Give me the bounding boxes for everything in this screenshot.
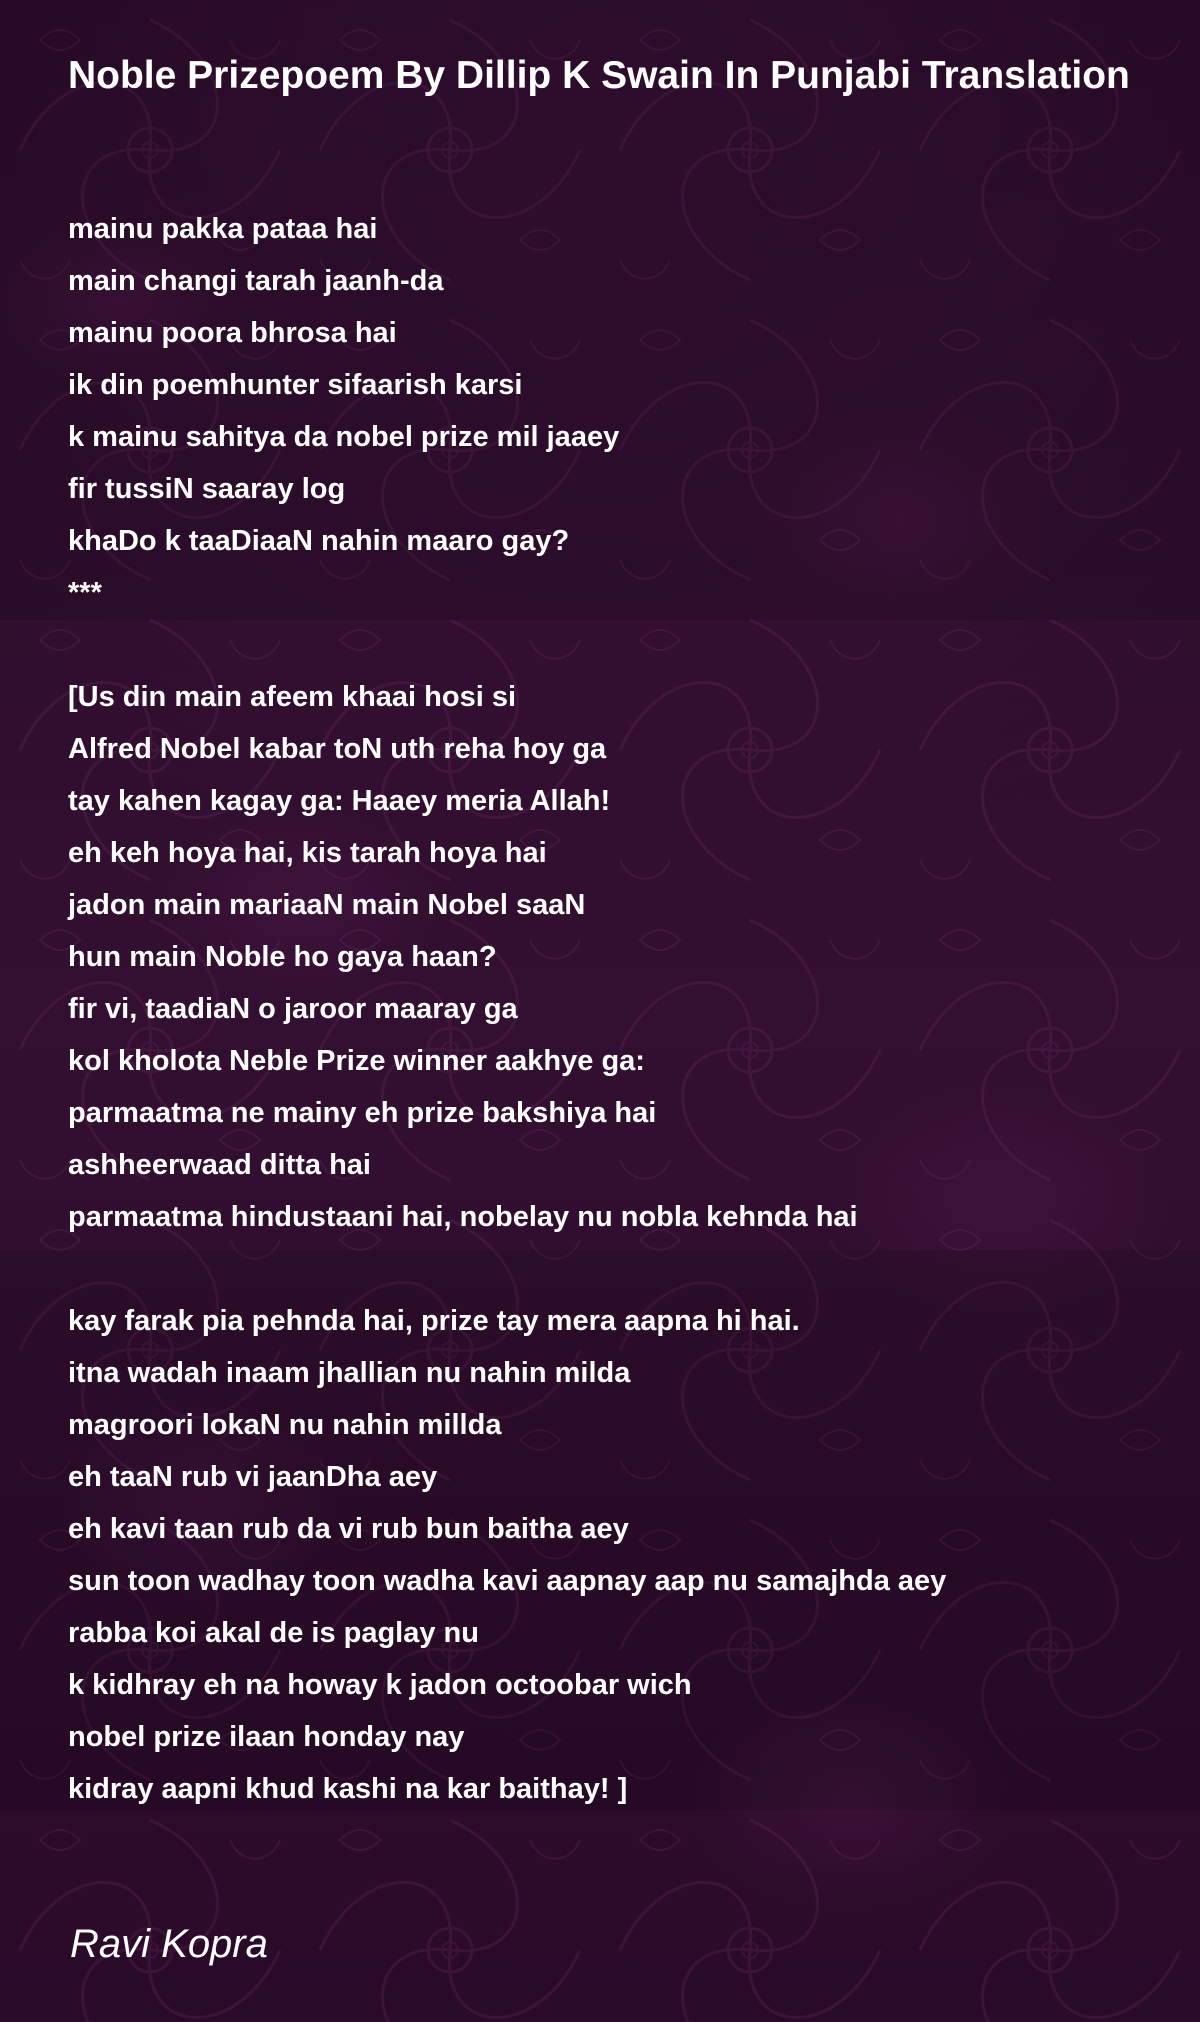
poem-line: k mainu sahitya da nobel prize mil jaaey xyxy=(68,421,620,453)
poem-title: Noble Prizepoem By Dillip K Swain In Punjabi Translation xyxy=(68,54,1130,97)
poem-line: nobel prize ilaan honday nay xyxy=(68,1721,465,1753)
poem-line: ik din poemhunter sifaarish karsi xyxy=(68,369,523,401)
poem-line: mainu pakka pataa hai xyxy=(68,213,378,245)
poem-line: *** xyxy=(68,577,102,609)
poem-line: khaDo k taaDiaaN nahin maaro gay? xyxy=(68,525,570,557)
poem-line: jadon main mariaaN main Nobel saaN xyxy=(68,889,586,921)
poem-line: eh keh hoya hai, kis tarah hoya hai xyxy=(68,837,547,869)
poem-line: magroori lokaN nu nahin millda xyxy=(68,1409,502,1441)
poem-blank-line xyxy=(68,619,1168,671)
poem-line: itna wadah inaam jhallian nu nahin milda xyxy=(68,1357,631,1389)
poem-body xyxy=(68,203,1168,1815)
poem-line: [Us din main afeem khaai hosi si xyxy=(68,681,517,713)
poem-line: parmaatma hindustaani hai, nobelay nu nobla kehnda hai xyxy=(68,1201,858,1233)
poem-line: eh kavi taan rub da vi rub bun baitha aey xyxy=(68,1513,629,1545)
poem-line: eh taaN rub vi jaanDha aey xyxy=(68,1461,438,1493)
poem-line: parmaatma ne mainy eh prize bakshiya hai xyxy=(68,1097,657,1129)
poem-line: mainu poora bhrosa hai xyxy=(68,317,397,349)
poem-line: fir vi, taadiaN o jaroor maaray ga xyxy=(68,993,518,1025)
poem-line: hun main Noble ho gaya haan? xyxy=(68,941,497,973)
poem-line: kol kholota Neble Prize winner aakhye ga: xyxy=(68,1045,645,1077)
poem-line: rabba koi akal de is paglay nu xyxy=(68,1617,479,1649)
poem-line: kay farak pia pehnda hai, prize tay mera aapna hi hai. xyxy=(68,1305,800,1337)
author-name: Ravi Kopra xyxy=(70,1922,268,1966)
poem-line: main changi tarah jaanh-da xyxy=(68,265,444,297)
poem-line: Alfred Nobel kabar toN uth reha hoy ga xyxy=(68,733,607,765)
poem-line: tay kahen kagay ga: Haaey meria Allah! xyxy=(68,785,611,817)
poem-blank-line xyxy=(68,1243,1168,1295)
poem-line: fir tussiN saaray log xyxy=(68,473,346,505)
poem-line: kidray aapni khud kashi na kar baithay! ] xyxy=(68,1773,628,1805)
poem-line: sun toon wadhay toon wadha kavi aapnay aap nu samajhda aey xyxy=(68,1565,947,1597)
poem-line: k kidhray eh na howay k jadon octoobar wich xyxy=(68,1669,692,1701)
poem-line: ashheerwaad ditta hai xyxy=(68,1149,371,1181)
